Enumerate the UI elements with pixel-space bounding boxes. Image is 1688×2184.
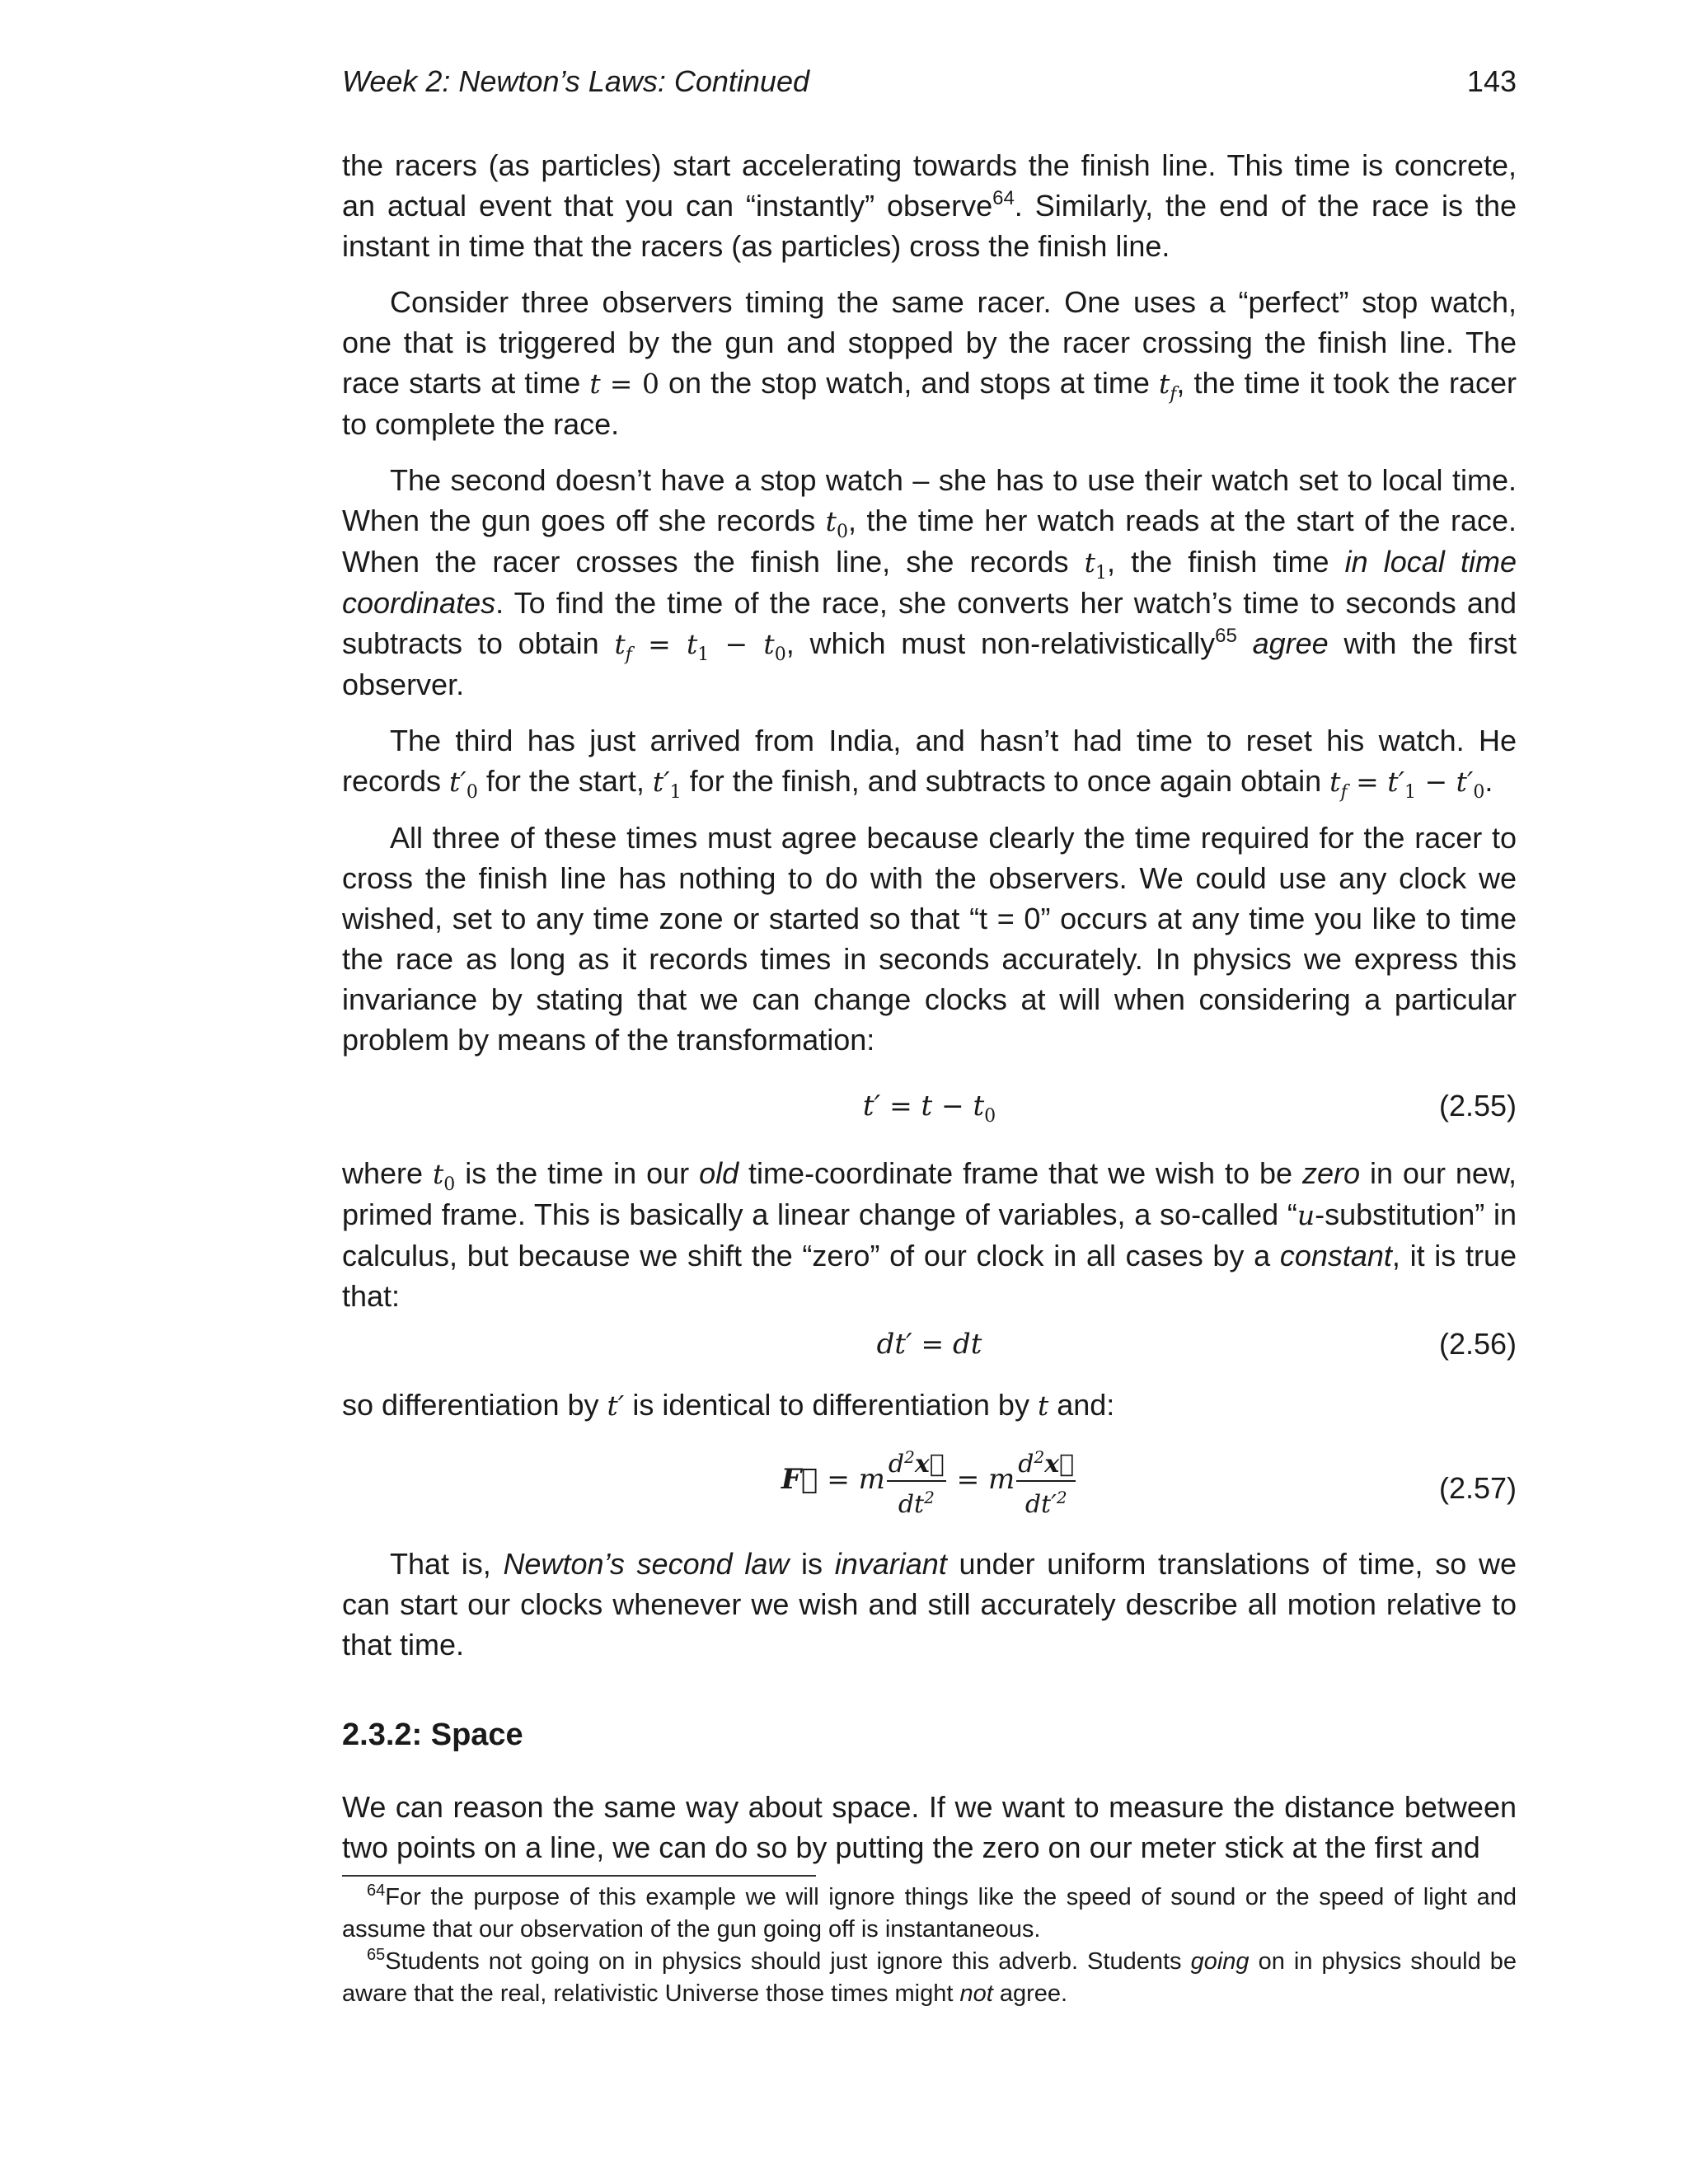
math-t-equals-0: t: [589, 368, 601, 400]
document-page: [342, 0, 1517, 2184]
equation-2-57-expression: F⃗ = m $\frac{d^2x⃗}{dt^2}$ = m $\frac{d^2x⃗}{dt'^2}$: [342, 1441, 1517, 1521]
equation-2-55-tag: (2.55): [1438, 1089, 1517, 1122]
equation-2-57-tag: (2.57): [1438, 1471, 1517, 1505]
math-t1-prime: $t'_1$: [652, 766, 682, 803]
footnote-ref-65[interactable]: 65: [1215, 625, 1237, 647]
footnote-mark-64: 64: [367, 1882, 386, 1900]
page-number: 143: [1466, 64, 1517, 98]
math-t0-b: $t_0$: [433, 1158, 456, 1195]
footnote-64: $^{64}$For the purpose of this example we will ignore things like the speed of sound or the speed of light and assume that our observation of the gun going off is instantaneous.: [342, 1882, 1517, 1943]
math-tf-primed: $t_f = t'_1 - t'_0$: [1329, 766, 1485, 803]
body-text: [342, 145, 1517, 1883]
equation-2-56: [342, 1324, 1517, 1373]
equation-2-55: [342, 1076, 1517, 1141]
footnotes: [342, 1882, 1517, 2010]
paragraph-5: All three of these times must agree because clearly the time required for the racer to cross the finish line has nothing to do with the observers. We could use any clock we wished, set to any time zone or started so that “t = 0” occurs at any time you like to time the race as long as it records times in seconds accurately. In physics we express this invariance by stating that we can change clocks at will when considering a particular problem by means of the transformation:: [342, 821, 1517, 1057]
math-t-f: $t_f$: [1158, 368, 1177, 405]
paragraph-3: The second doesn’t have a stop watch – she has to use their watch set to local time. When the gun goes off she records $t_0$, the time her watch reads at the start of the race. When the racer crosses the finish line, she records $t_1$, the finish time in local time coordinates. To find the time of the race, she converts her watch’s time to seconds and subtracts to obtain $t_f = t_1 - t_0$, which must non-relativistically$^{65}$ agree with the first observer.: [342, 463, 1517, 701]
footnote-65: $^{65}$Students not going on in physics should just ignore this adverb. Students going on in physics should be aware that the real, relativistic Universe those times might not agree.: [342, 1946, 1517, 2007]
chapter-title: Week 2: Newton’s Laws: Continued: [342, 64, 809, 98]
paragraph-9: We can reason the same way about space. If we want to measure the distance between two points on a line, we can do so by putting the zero on our meter stick at the first and: [342, 1790, 1517, 1864]
footnote-divider: [342, 1875, 816, 1877]
math-tf-equals-t1-minus-t0: $t_f = t_1 - t_0$: [614, 628, 786, 665]
equation-2-56-expression: dt′ = dt: [876, 1328, 982, 1361]
paragraph-8: That is, Newton’s second law is invariant under uniform translations of time, so we can start our clocks whenever we wish and still accurately describe all motion relative to that time.: [342, 1547, 1517, 1661]
paragraph-6: where $t_0$ is the time in our old time-coordinate frame that we wish to be zero in our new, primed frame. This is basically a linear change of variables, a so-called “u-substitution” in calculus, but because we shift the “zero” of our clock in all cases by a constant, it is true that:: [342, 1156, 1517, 1313]
paragraph-4: The third has just arrived from India, and hasn’t had time to reset his watch. He records $t'_0$ for the start, $t'_1$ for the finish, and subtracts to once again obtain $t_f = t'_1 - t'_0$.: [342, 724, 1517, 803]
equation-2-56-tag: (2.56): [1438, 1327, 1517, 1361]
math-t0: $t_0$: [825, 505, 848, 542]
running-header: [342, 64, 1517, 104]
footnote-ref-64[interactable]: 64: [992, 187, 1015, 209]
equation-2-57: [342, 1441, 1517, 1532]
paragraph-7: so differentiation by t′ is identical to differentiation by t and:: [342, 1388, 1115, 1422]
footnote-mark-65: 65: [367, 1946, 386, 1964]
paragraph-2: Consider three observers timing the same racer. One uses a “perfect” stop watch, one that is triggered by the gun and stopped by the racer crossing the finish line. The race starts at time t = 0 on the stop watch, and stops at time $t_f$, the time it took the racer to complete the race.: [342, 285, 1517, 441]
section-heading: 2.3.2: Space: [342, 1718, 523, 1752]
math-t1: $t_1$: [1084, 546, 1107, 583]
math-t0-prime: $t'_0$: [449, 766, 478, 803]
equation-2-55-expression: $t' = t - t_0$: [862, 1090, 996, 1127]
paragraph-1: the racers (as particles) start accelerating towards the finish line. This time is concrete, an actual event that you can “instantly” observe$^{64}$. Similarly, the end of the race is the instant in time that the racers (as particles) cross the finish line.: [342, 148, 1517, 263]
